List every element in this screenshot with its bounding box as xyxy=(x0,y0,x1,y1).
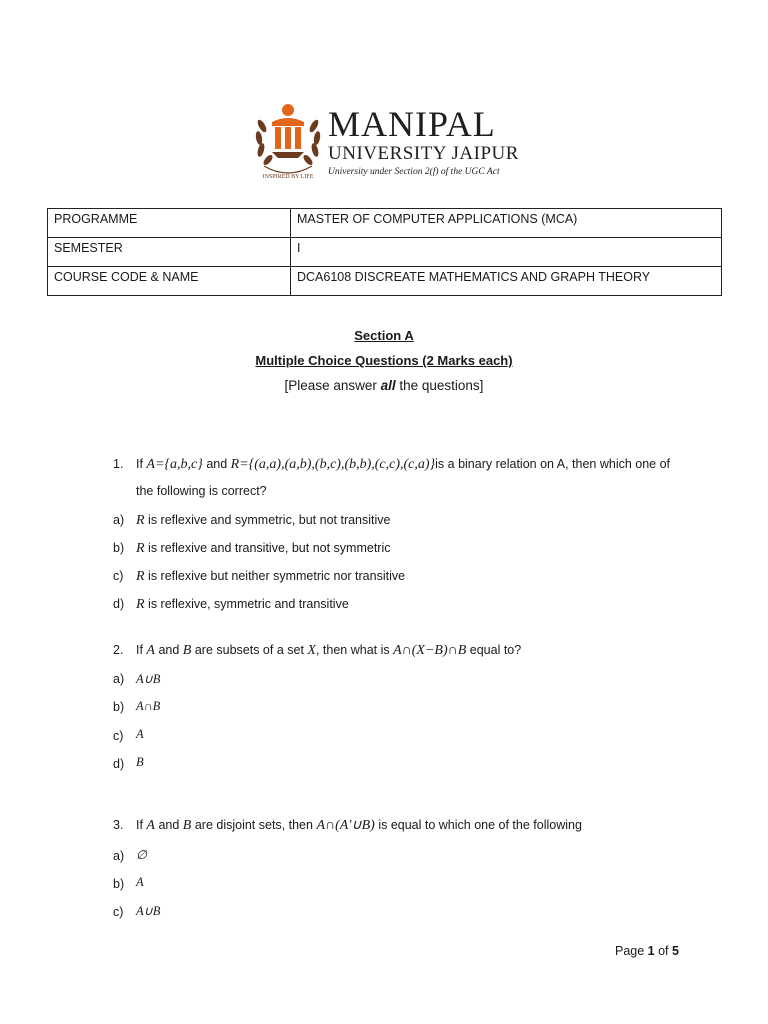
semester-value: I xyxy=(291,238,722,267)
option-label: d) xyxy=(113,757,125,771)
seal-text: INSPIRED BY LIFE xyxy=(262,174,314,180)
instruction-note xyxy=(0,378,768,393)
question-number: 1. xyxy=(113,457,124,471)
question-1-text-cont: the following is correct? xyxy=(136,484,267,498)
option-math: ∅ xyxy=(136,848,147,862)
option-math: R xyxy=(136,513,145,528)
question-1-text xyxy=(136,457,670,473)
option-math: B xyxy=(136,755,144,769)
q2-math-expression: A∩(X−B)∩B xyxy=(393,643,467,658)
option-desc: is reflexive and symmetric, but not transitive xyxy=(144,513,391,527)
option-text xyxy=(136,541,391,557)
option-math: A xyxy=(136,727,144,741)
question-3-text xyxy=(136,817,582,834)
q1-math-set: A={a,b,c} xyxy=(146,457,203,472)
seal-emblem-icon xyxy=(250,100,326,182)
page-of: of xyxy=(654,944,672,958)
table-row xyxy=(48,238,722,267)
brand-block xyxy=(328,104,519,177)
option-math: R xyxy=(136,541,145,556)
option-text xyxy=(136,569,405,585)
q1-math-relation: R={(a,a),(a,b),(b,c),(b,b),(c,c),(c,a)} xyxy=(230,457,436,472)
option-label: a) xyxy=(113,849,125,863)
brand-university: UNIVERSITY JAIPUR xyxy=(328,143,519,164)
option-label: c) xyxy=(113,569,124,583)
option-desc: is reflexive and transitive, but not symmetric xyxy=(144,541,391,555)
q1-part: and xyxy=(202,457,231,471)
page-number xyxy=(615,944,679,958)
option-math: R xyxy=(136,569,145,584)
programme-value: MASTER OF COMPUTER APPLICATIONS (MCA) xyxy=(291,209,722,238)
page-current: 1 xyxy=(647,944,655,958)
q1-part: If xyxy=(136,457,147,471)
table-row xyxy=(48,267,722,296)
q3-part: If xyxy=(136,818,147,832)
note-before: [Please answer xyxy=(284,378,381,393)
option-math: A∪B xyxy=(136,672,161,686)
q1-part: is a binary relation on A, then which one of xyxy=(435,457,671,471)
page-word: Page xyxy=(615,944,648,958)
option-text xyxy=(136,513,391,529)
option-label: c) xyxy=(113,729,124,743)
option-label: b) xyxy=(113,700,125,714)
programme-key: PROGRAMME xyxy=(48,209,291,238)
q2-part: equal to? xyxy=(466,643,522,657)
q2-part: are subsets of a set xyxy=(191,643,308,657)
course-key: COURSE CODE & NAME xyxy=(48,267,291,296)
q3-math-expression: A∩(A′∪B) xyxy=(316,818,375,833)
option-desc: is reflexive but neither symmetric nor transitive xyxy=(144,569,406,583)
q2-part: , then what is xyxy=(315,643,394,657)
option-math: A xyxy=(136,875,144,889)
option-label: d) xyxy=(113,597,125,611)
option-label: b) xyxy=(113,541,125,555)
note-emphasis: all xyxy=(380,378,396,393)
course-info-table xyxy=(47,208,722,296)
q3-math: B xyxy=(182,818,192,833)
brand-tagline: University under Section 2(f) of the UGC Act xyxy=(328,167,500,177)
q2-part: and xyxy=(154,643,183,657)
section-title: Section A xyxy=(354,328,414,343)
option-label: a) xyxy=(113,672,125,686)
option-label: b) xyxy=(113,877,125,891)
question-number: 2. xyxy=(113,643,124,657)
university-logo xyxy=(250,100,530,182)
section-subtitle: Multiple Choice Questions (2 Marks each) xyxy=(255,353,513,368)
question-2-text xyxy=(136,643,521,659)
q2-math: B xyxy=(182,643,192,658)
q3-part: is equal to which one of the following xyxy=(374,818,582,832)
table-row xyxy=(48,209,722,238)
q3-part: and xyxy=(154,818,183,832)
brand-name: MANIPAL xyxy=(328,104,496,144)
q2-math: A xyxy=(146,643,155,658)
q3-part: are disjoint sets, then xyxy=(191,818,317,832)
q3-math: A xyxy=(146,818,155,833)
option-label: a) xyxy=(113,513,125,527)
course-value: DCA6108 DISCREATE MATHEMATICS AND GRAPH THEORY xyxy=(291,267,722,296)
question-number: 3. xyxy=(113,818,124,832)
q2-part: If xyxy=(136,643,147,657)
q2-math: X xyxy=(307,643,316,658)
option-math: A∩B xyxy=(136,699,161,713)
semester-key: SEMESTER xyxy=(48,238,291,267)
option-label: c) xyxy=(113,905,124,919)
option-math: A∪B xyxy=(136,904,161,918)
option-math: R xyxy=(136,597,145,612)
note-after: the questions] xyxy=(395,378,484,393)
page-total: 5 xyxy=(672,944,679,958)
option-text xyxy=(136,597,349,613)
option-desc: is reflexive, symmetric and transitive xyxy=(144,597,349,611)
